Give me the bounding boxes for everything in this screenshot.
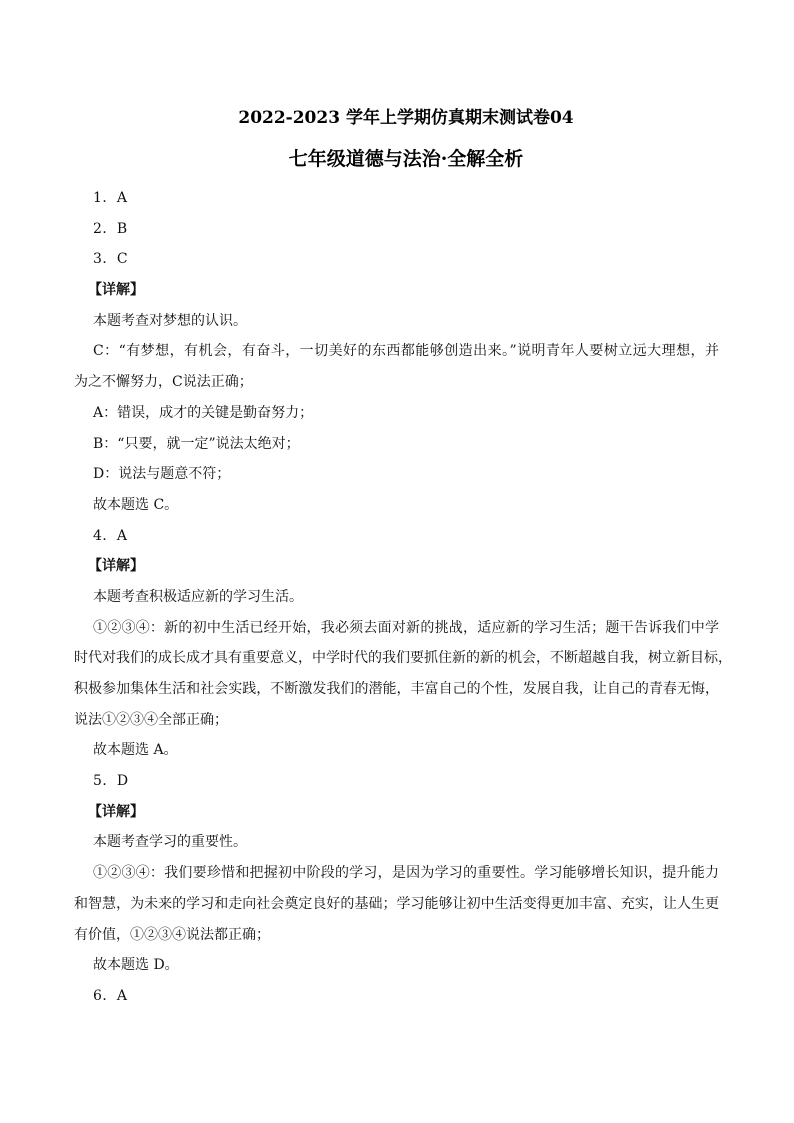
paragraph-line: ①②③④：新的初中生活已经开始，我必须去面对新的挑战，适应新的学习生活；题干告诉我们中学 bbox=[93, 619, 719, 636]
paragraph-line: 积极参加集体生活和社会实践，不断激发我们的潜能，丰富自己的个性，发展自我，让自己的青春无悔， bbox=[74, 681, 719, 697]
document-subtitle: 七年级道德与法治·全解全析 bbox=[288, 148, 524, 170]
paragraph-line: 故本题选 C。 bbox=[93, 496, 179, 513]
paragraph-line: 为之不懈努力，C说法正确； bbox=[74, 374, 253, 391]
paragraph-line: 故本题选 A。 bbox=[93, 742, 178, 759]
paragraph-line: C：“有梦想，有机会，有奋斗，一切美好的东西都能够创造出来。”说明青年人要树立远大理想，并 bbox=[93, 343, 719, 360]
section-heading: 【详解】 bbox=[88, 803, 144, 820]
document-body bbox=[74, 183, 732, 1012]
paragraph-line: 故本题选 D。 bbox=[93, 957, 179, 974]
paragraph-line: B：“只要，就一定”说法太绝对； bbox=[93, 435, 300, 452]
paragraph-line: 时代对我们的成长成才具有重要意义，中学时代的我们要抓住新的新的机会，不断超越自我，树立新目标， bbox=[74, 650, 732, 667]
paragraph-line: A：错误，成才的关键是勤奋努力； bbox=[93, 404, 314, 421]
answer-line: 3．C bbox=[93, 251, 129, 268]
answer-line: 4．A bbox=[93, 527, 128, 544]
paragraph-line: 本题考查学习的重要性。 bbox=[93, 834, 247, 851]
section-heading: 【详解】 bbox=[88, 282, 144, 299]
answer-line: 5．D bbox=[93, 773, 129, 790]
paragraph-line: 说法①②③④全部正确； bbox=[74, 711, 228, 728]
paragraph-line: D：说法与题意不符； bbox=[93, 466, 231, 483]
answer-line: 6．A bbox=[93, 987, 128, 1004]
paragraph-line: 有价值，①②③④说法都正确； bbox=[74, 926, 270, 943]
answer-line: 2．B bbox=[93, 220, 128, 237]
document-title: 2022-2023 学年上学期仿真期末测试卷04 bbox=[238, 108, 574, 128]
paragraph-line: 和智慧，为未来的学习和走向社会奠定良好的基础；学习能够让初中生活变得更加丰富、充实，让人生更 bbox=[74, 895, 719, 912]
section-heading: 【详解】 bbox=[88, 558, 144, 575]
paragraph-line: 本题考查对梦想的认识。 bbox=[93, 312, 247, 329]
paragraph-line: 本题考查积极适应新的学习生活。 bbox=[93, 588, 303, 605]
paragraph-line: ①②③④：我们要珍惜和把握初中阶段的学习，是因为学习的重要性。学习能够增长知识，提升能力 bbox=[93, 865, 719, 882]
answer-line: 1．A bbox=[93, 190, 128, 206]
